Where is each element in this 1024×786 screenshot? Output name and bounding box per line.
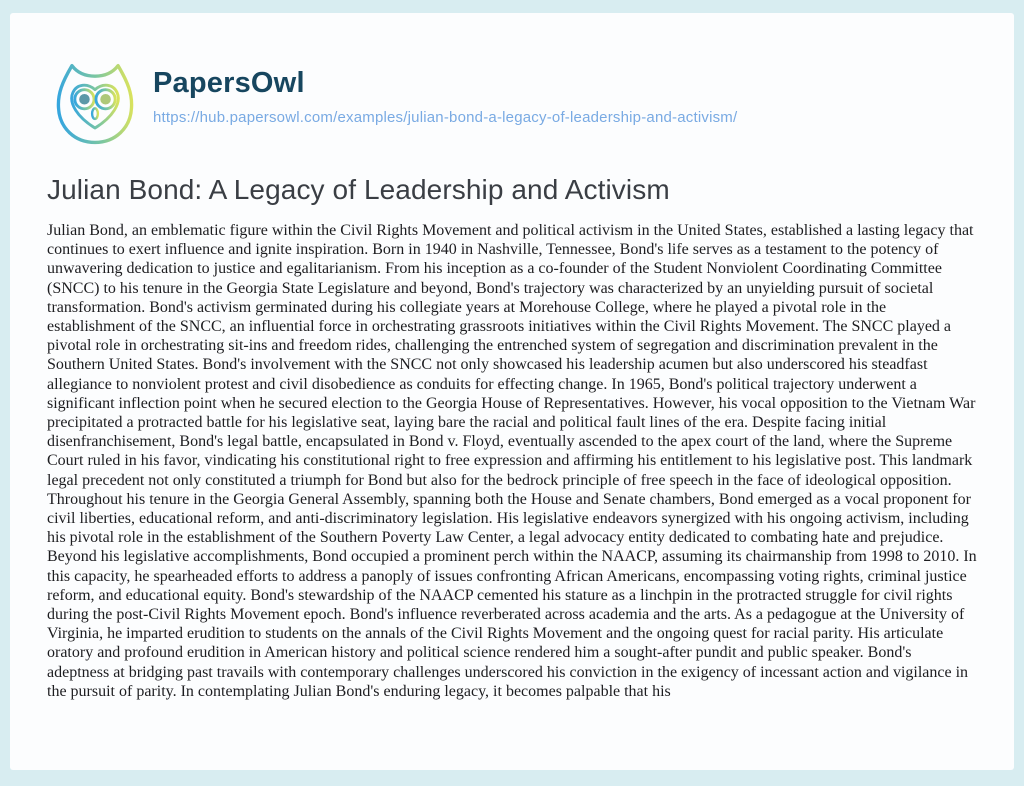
brand-name: PapersOwl xyxy=(153,67,305,99)
brand-block xyxy=(153,57,737,126)
owl-logo-icon xyxy=(47,57,143,153)
page-url-link[interactable]: https://hub.papersowl.com/examples/julian-bond-a-legacy-of-leadership-and-activism/ xyxy=(153,109,738,127)
site-header xyxy=(47,57,977,153)
page-card xyxy=(10,13,1014,770)
article-title: Julian Bond: A Legacy of Leadership and Activism xyxy=(47,174,670,205)
article-body-text: Julian Bond, an emblematic figure within the Civil Rights Movement and political activism in the United States, established a lasting legacy that continues to exert influence and ignite inspiration. Born in 1940 in Nashville, Tennessee, Bond's life serves as a testament to the potency of unwavering dedication to justice and egalitarianism. From his inception as a co-founder of the Student Nonviolent Coordinating Committee (SNCC) to his tenure in the Georgia State Legislature and beyond, Bond's trajectory was characterized by an unyielding pursuit of societal transformation. Bond's activism germinated during his collegiate years at Morehouse College, where he played a pivotal role in the establishment of the SNCC, an influential force in orchestrating grassroots initiatives within the Civil Rights Movement. The SNCC played a pivotal role in orchestrating sit-ins and freedom rides, challenging the entrenched system of segregation and discrimination prevalent in the Southern United States. Bond's involvement with the SNCC not only showcased his leadership acumen but also underscored his steadfast allegiance to nonviolent protest and civil disobedience as conduits for effecting change. In 1965, Bond's political trajectory underwent a significant inflection point when he secured election to the Georgia House of Representatives. However, his vocal opposition to the Vietnam War precipitated a protracted battle for his legislative seat, laying bare the racial and political fault lines of the era. Despite facing initial disenfranchisement, Bond's legal battle, encapsulated in Bond v. Floyd, eventually ascended to the apex court of the land, where the Supreme Court ruled in his favor, vindicating his constitutional right to free expression and affirming his entitlement to his legislative post. This landmark legal precedent not only constituted a triumph for Bond but also for the bedrock principle of free speech in the face of ideological opposition. Throughout his tenure in the Georgia General Assembly, spanning both the House and Senate chambers, Bond emerged as a vocal proponent for civil liberties, educational reform, and anti-discriminatory legislation. His legislative endeavors synergized with his ongoing activism, including his pivotal role in the establishment of the Southern Poverty Law Center, a legal advocacy entity dedicated to combating hate and prejudice. Beyond his legislative accomplishments, Bond occupied a prominent perch within the NAACP, assuming its chairmanship from 1998 to 2010. In this capacity, he spearheaded efforts to address a panoply of issues confronting African Americans, encompassing voting rights, criminal justice reform, and educational equity. Bond's stewardship of the NAACP cemented his stature as a linchpin in the protracted struggle for civil rights during the post-Civil Rights Movement epoch. Bond's influence reverberated across academia and the arts. As a pedagogue at the University of Virginia, he imparted erudition to students on the annals of the Civil Rights Movement and the ongoing quest for racial parity. His articulate oratory and profound erudition in American history and political science rendered him a sought-after pundit and public speaker. Bond's adeptness at bridging past travails with contemporary challenges underscored his conviction in the exigency of incessant action and vigilance in the pursuit of parity. In contemplating Julian Bond's enduring legacy, it becomes palpable that his xyxy=(47,222,977,700)
